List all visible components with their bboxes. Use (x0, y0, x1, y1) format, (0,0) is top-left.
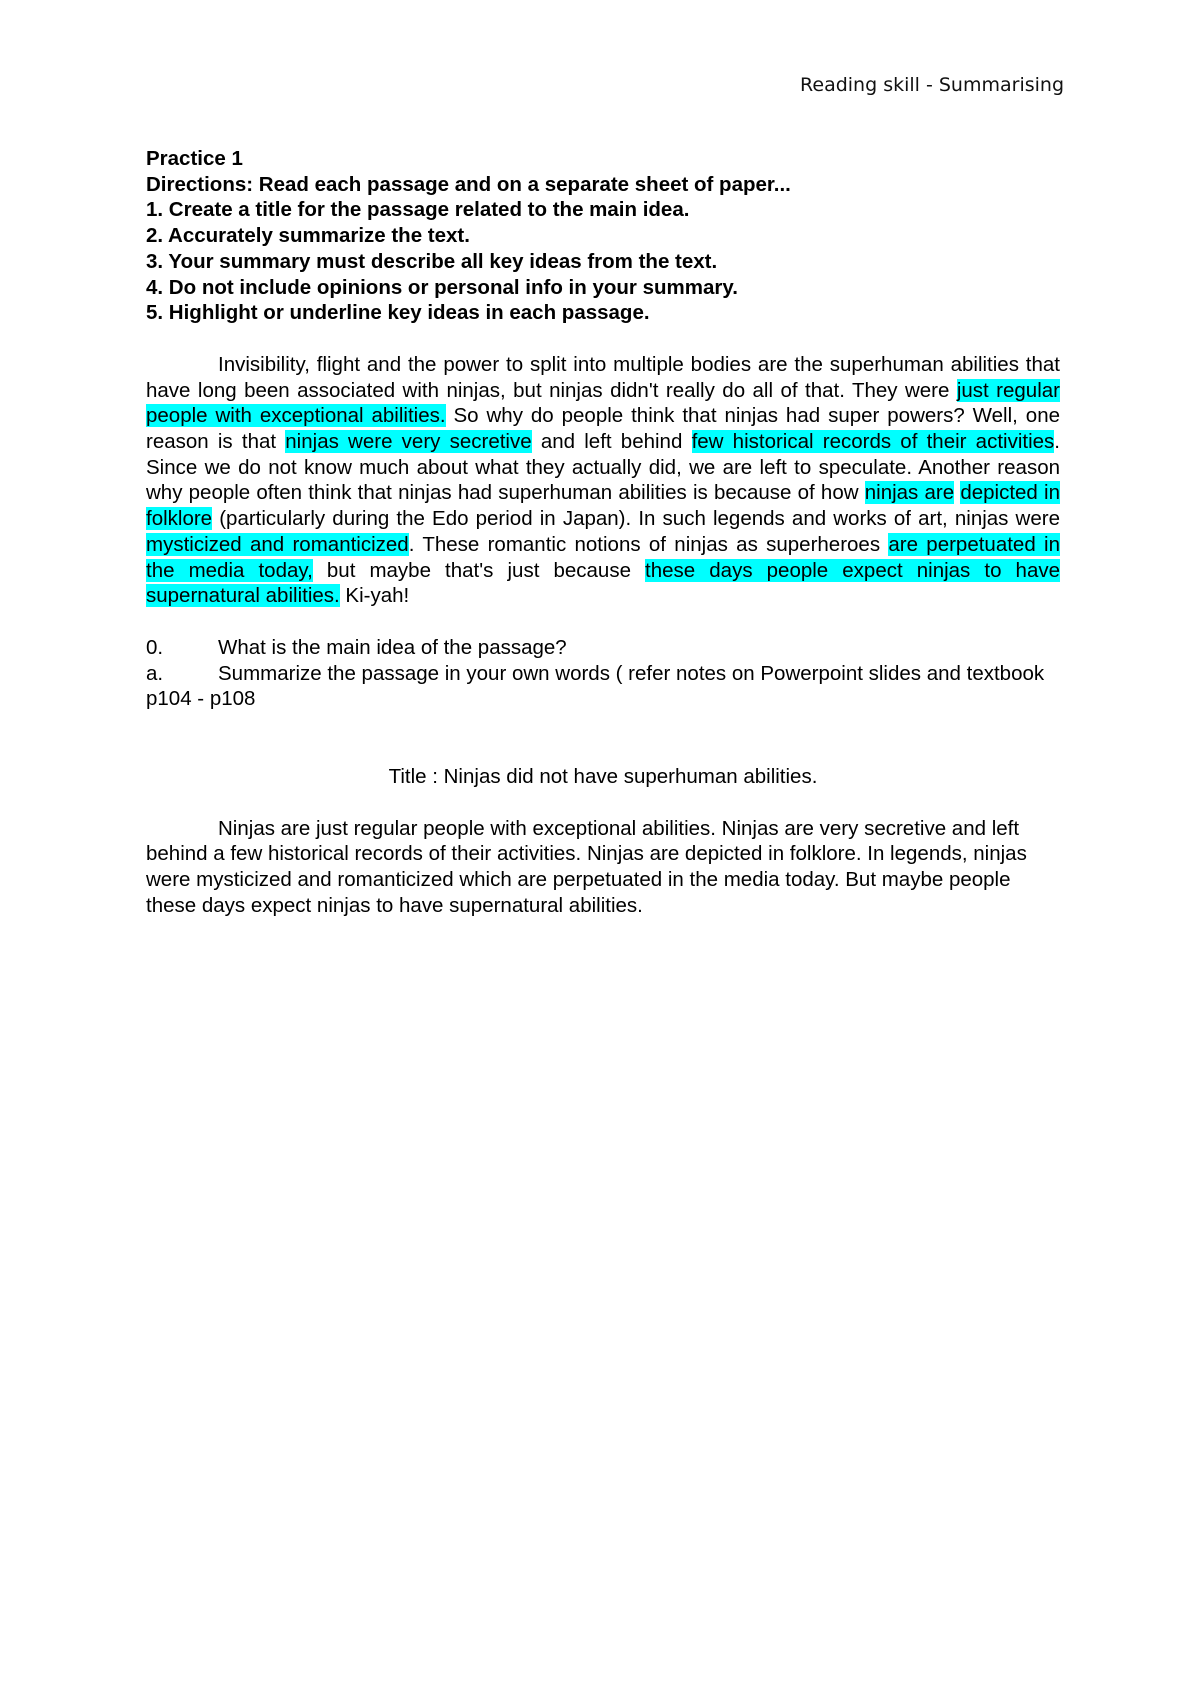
highlight-text: ninjas are (864, 481, 955, 505)
highlight-text: ninjas were very secretive (285, 430, 532, 454)
passage-text: . These romantic notions of ninjas as superheroes (408, 532, 889, 556)
summary-paragraph: Ninjas are just regular people with exceptional abilities. Ninjas are very secretive and left behind a few historical records of their activities. Ninjas are depicted in folklore. In legends, ninjas were mysticized and romanticized which are perpetuated in the media today. But maybe people these days expect ninjas to have supernatural abilities. (146, 816, 1027, 917)
page-header: Reading skill - Summarising (800, 74, 1064, 96)
passage-text: So why do people think that ninjas had super powers? Well, one reason is that (146, 404, 1060, 454)
step-1: 1. Create a title for the passage related to the main idea. (146, 198, 690, 222)
highlight-text: mysticized and romanticized (146, 532, 409, 556)
summary-title: Title : Ninjas did not have superhuman abilities. (388, 765, 818, 789)
passage-text: (particularly during the Edo period in Japan). In such legends and works of art, ninjas were (212, 507, 1060, 531)
step-5: 5. Highlight or underline key ideas in each passage. (146, 301, 650, 325)
practice-title: Practice 1 (146, 147, 243, 170)
passage-text: and left behind (531, 430, 692, 454)
question-text: Summarize the passage in your own words ( refer notes on Powerpoint slides and textbook p104 - p108 (146, 661, 1045, 711)
instructions-block (146, 146, 1060, 326)
question-item (146, 661, 1060, 712)
passage-text: Ki-yah! (339, 584, 410, 608)
passage-text: but maybe that's just because (312, 558, 646, 582)
directions-text: Directions: Read each passage and on a separate sheet of paper... (146, 172, 791, 196)
document-body (146, 146, 1060, 939)
passage-text: Invisibility, flight and the power to split into multiple bodies are the superhuman abilities that have long been associated with ninjas, but ninjas didn't really do all of that. They were (146, 352, 1060, 402)
highlight-text: are perpetuated in the media today, (146, 532, 1060, 582)
question-text: What is the main idea of the passage? (218, 635, 567, 659)
highlight-text: just regular people with exceptional abilities. (146, 378, 1060, 428)
questions-list (146, 635, 1060, 712)
step-3: 3. Your summary must describe all key ideas from the text. (146, 249, 718, 273)
passage-paragraph (146, 352, 1060, 609)
highlight-text: these days people expect ninjas to have supernatural abilities. (146, 558, 1061, 608)
step-2: 2. Accurately summarize the text. (146, 224, 470, 248)
question-number: a. (146, 661, 164, 685)
highlight-text: few historical records of their activities (691, 430, 1055, 454)
passage-text: . Since we do not know much about what they actually did, we are left to speculate. Another reason why people often think that ninjas had superhuman abilities is because of how (146, 430, 1060, 505)
step-4: 4. Do not include opinions or personal info in your summary. (146, 275, 738, 299)
question-item (146, 635, 1060, 661)
question-number: 0. (146, 635, 164, 659)
highlight-text: depicted in folklore (146, 481, 1060, 531)
